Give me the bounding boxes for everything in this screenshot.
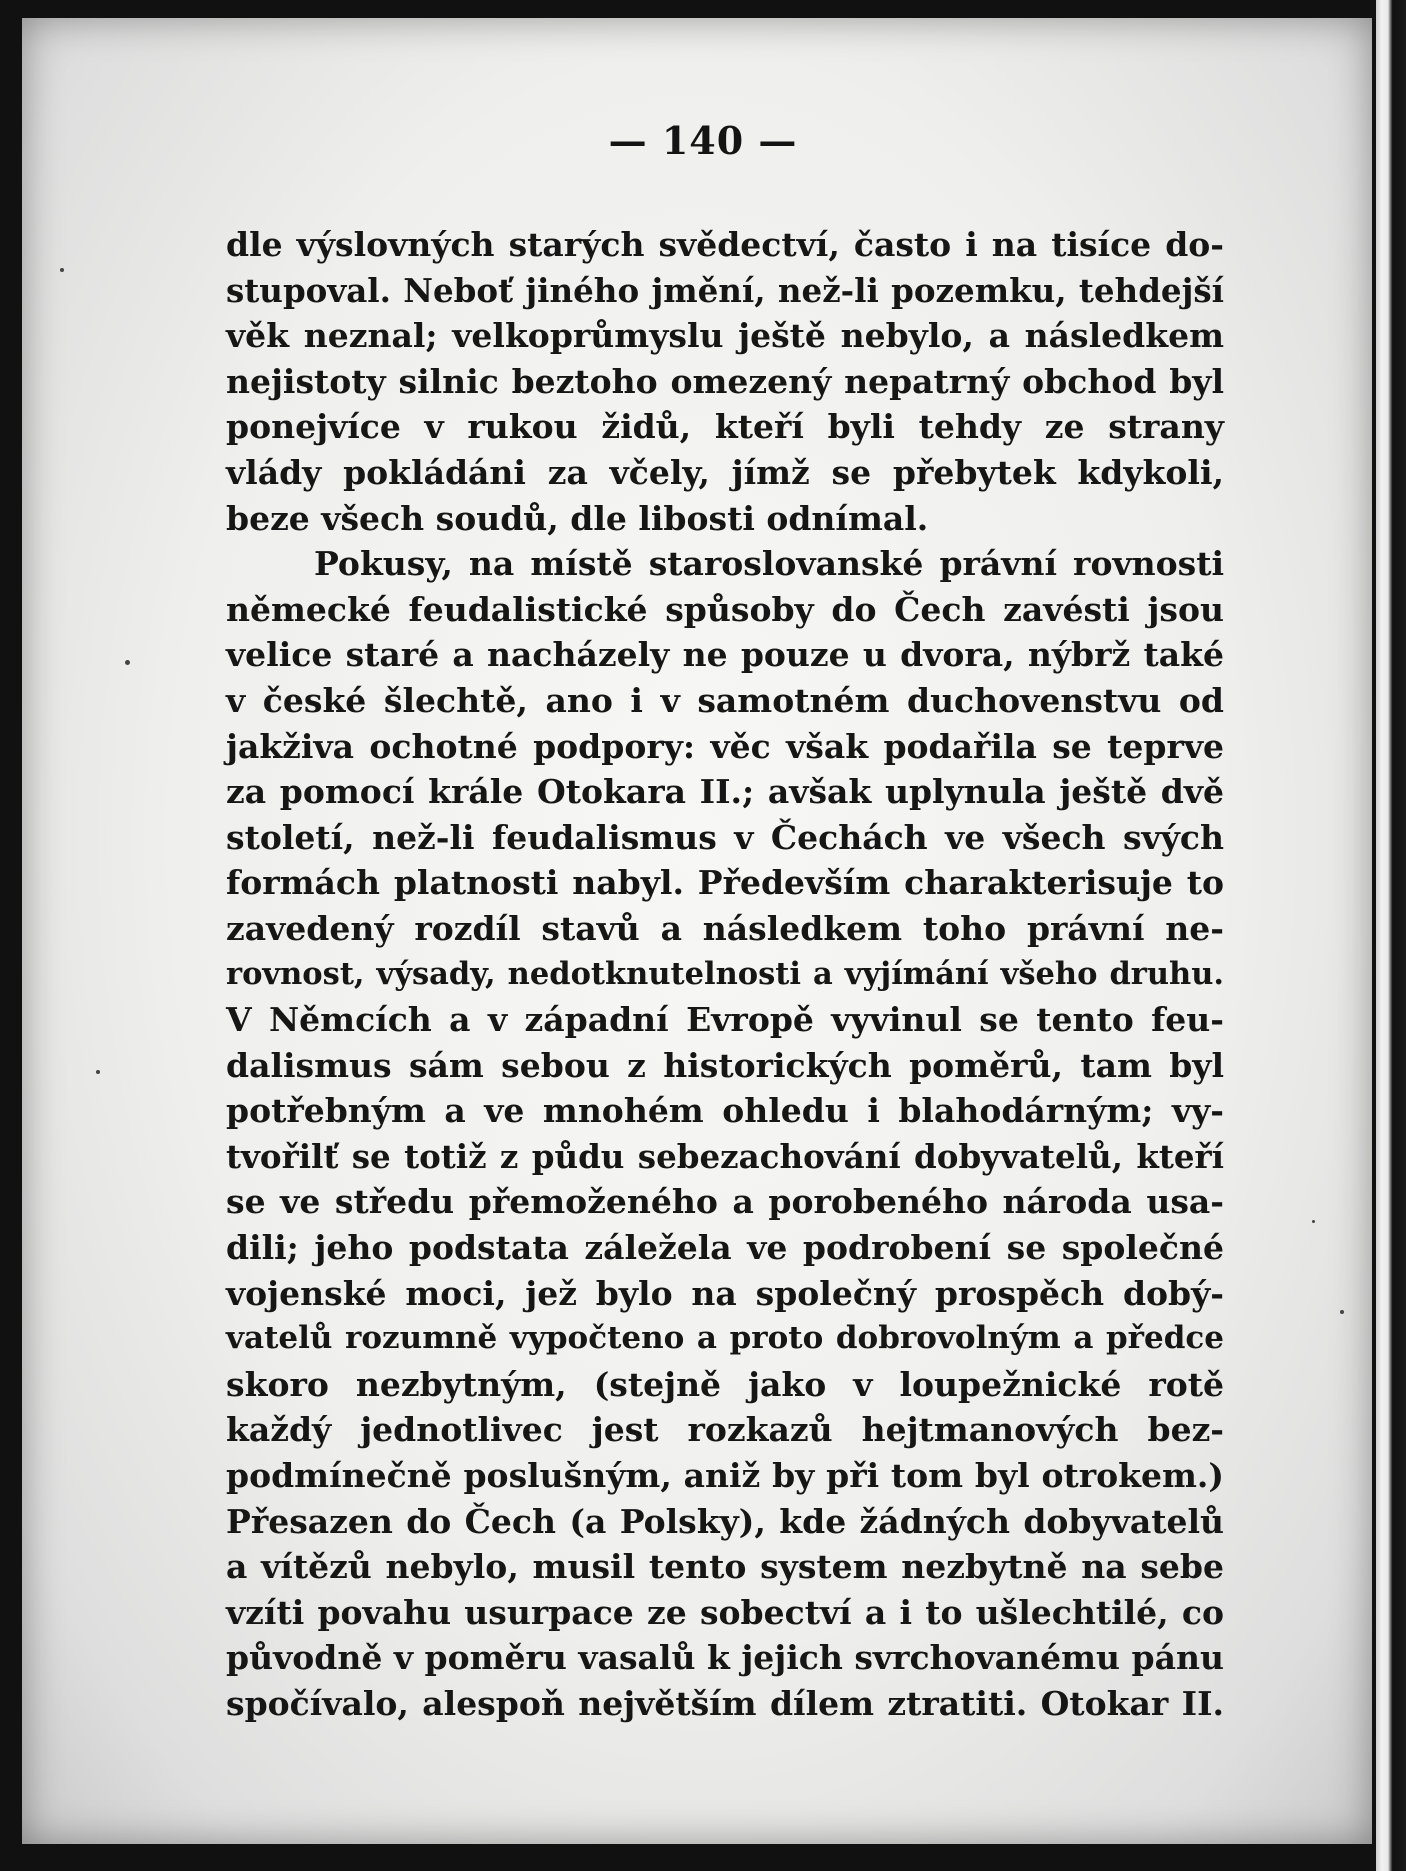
text-line: dalismus sám sebou z historických poměrů, tam byl [226,1045,1224,1085]
scan-speck [125,660,130,665]
text-line: vzíti povahu usurpace ze sobectví a i to ušlechtilé, co [226,1592,1224,1632]
text-line: za pomocí krále Otokara II.; avšak uplynula ještě dvě [226,772,1224,812]
binding-edge [1376,0,1406,1871]
scan-speck [1312,1220,1315,1223]
text-line: dili; jeho podstata záležela ve podrobení se společné [226,1228,1224,1268]
scan-speck [1340,1310,1344,1314]
text-line: století, než-li feudalismus v Čechách ve všech svých [226,817,1224,857]
text-line: rovnost, výsady, nedotknutelnosti a vyjímání všeho druhu. [226,955,1224,992]
scan-speck [96,1070,100,1074]
scan-speck [60,268,64,272]
text-line: spočívalo, alespoň největším dílem ztratiti. Otokar II. [226,1684,1224,1723]
text-line: skoro nezbytným, (stejně jako v loupežnické rotě [226,1364,1224,1404]
text-line: potřebným a ve mnohém ohledu i blahodárným; vy- [226,1091,1224,1131]
text-line: Přesazen do Čech (a Polsky), kde žádných dobyvatelů [226,1501,1224,1541]
text-line: věk neznal; velkoprůmyslu ještě nebylo, a následkem [226,316,1224,356]
text-line: beze všech soudů, dle libosti odnímal. [226,498,929,538]
text-line: formách platnosti nabyl. Především charakterisuje to [226,863,1224,903]
text-line: a vítězů nebylo, musil tento system nezbytně na sebe [226,1547,1224,1587]
text-line: každý jednotlivec jest rozkazů hejtmanových bez- [226,1410,1224,1450]
text-line: vatelů rozumně vypočteno a proto dobrovolným a předce [226,1320,1224,1357]
text-line: podmínečně poslušným, aniž by při tom byl otrokem.) [226,1456,1224,1496]
text-line: tvořilť se totiž z půdu sebezachování dobyvatelů, kteří [226,1136,1224,1176]
text-line: stupoval. Neboť jiného jmění, než-li pozemku, tehdejší [226,270,1224,310]
text-line: jakživa ochotné podpory: věc však podařila se teprve [226,726,1224,766]
text-line: dle výslovných starých svědectví, často i na tisíce do- [226,225,1224,264]
text-line: ponejvíce v rukou židů, kteří byli tehdy ze strany [226,407,1224,447]
text-line: nejistoty silnic beztoho omezený nepatrný obchod byl [226,361,1224,401]
text-line: zavedený rozdíl stavů a následkem toho právní ne- [226,908,1224,948]
text-line: původně v poměru vasalů k jejich svrchovanému pánu [226,1638,1224,1678]
text-line: vojenské moci, jež bylo na společný prospěch dobý- [226,1273,1224,1313]
text-line: vlády pokládáni za včely, jímž se přebytek kdykoli, [226,452,1224,492]
text-line: V Němcích a v západní Evropě vyvinul se tento feu- [226,1000,1224,1040]
text-line: německé feudalistické spůsoby do Čech zavésti jsou [226,589,1224,629]
text-line: Pokusy, na místě staroslovanské právní rovnosti [314,544,1224,584]
text-line: velice staré a nacházely ne pouze u dvora, nýbrž také [226,635,1224,675]
page-number: — 140 — [608,118,798,163]
body-text [226,222,1224,1727]
text-line: v české šlechtě, ano i v samotném duchovenstvu od [226,680,1224,720]
text-line: se ve středu přemoženého a porobeného národa usa- [226,1182,1224,1222]
